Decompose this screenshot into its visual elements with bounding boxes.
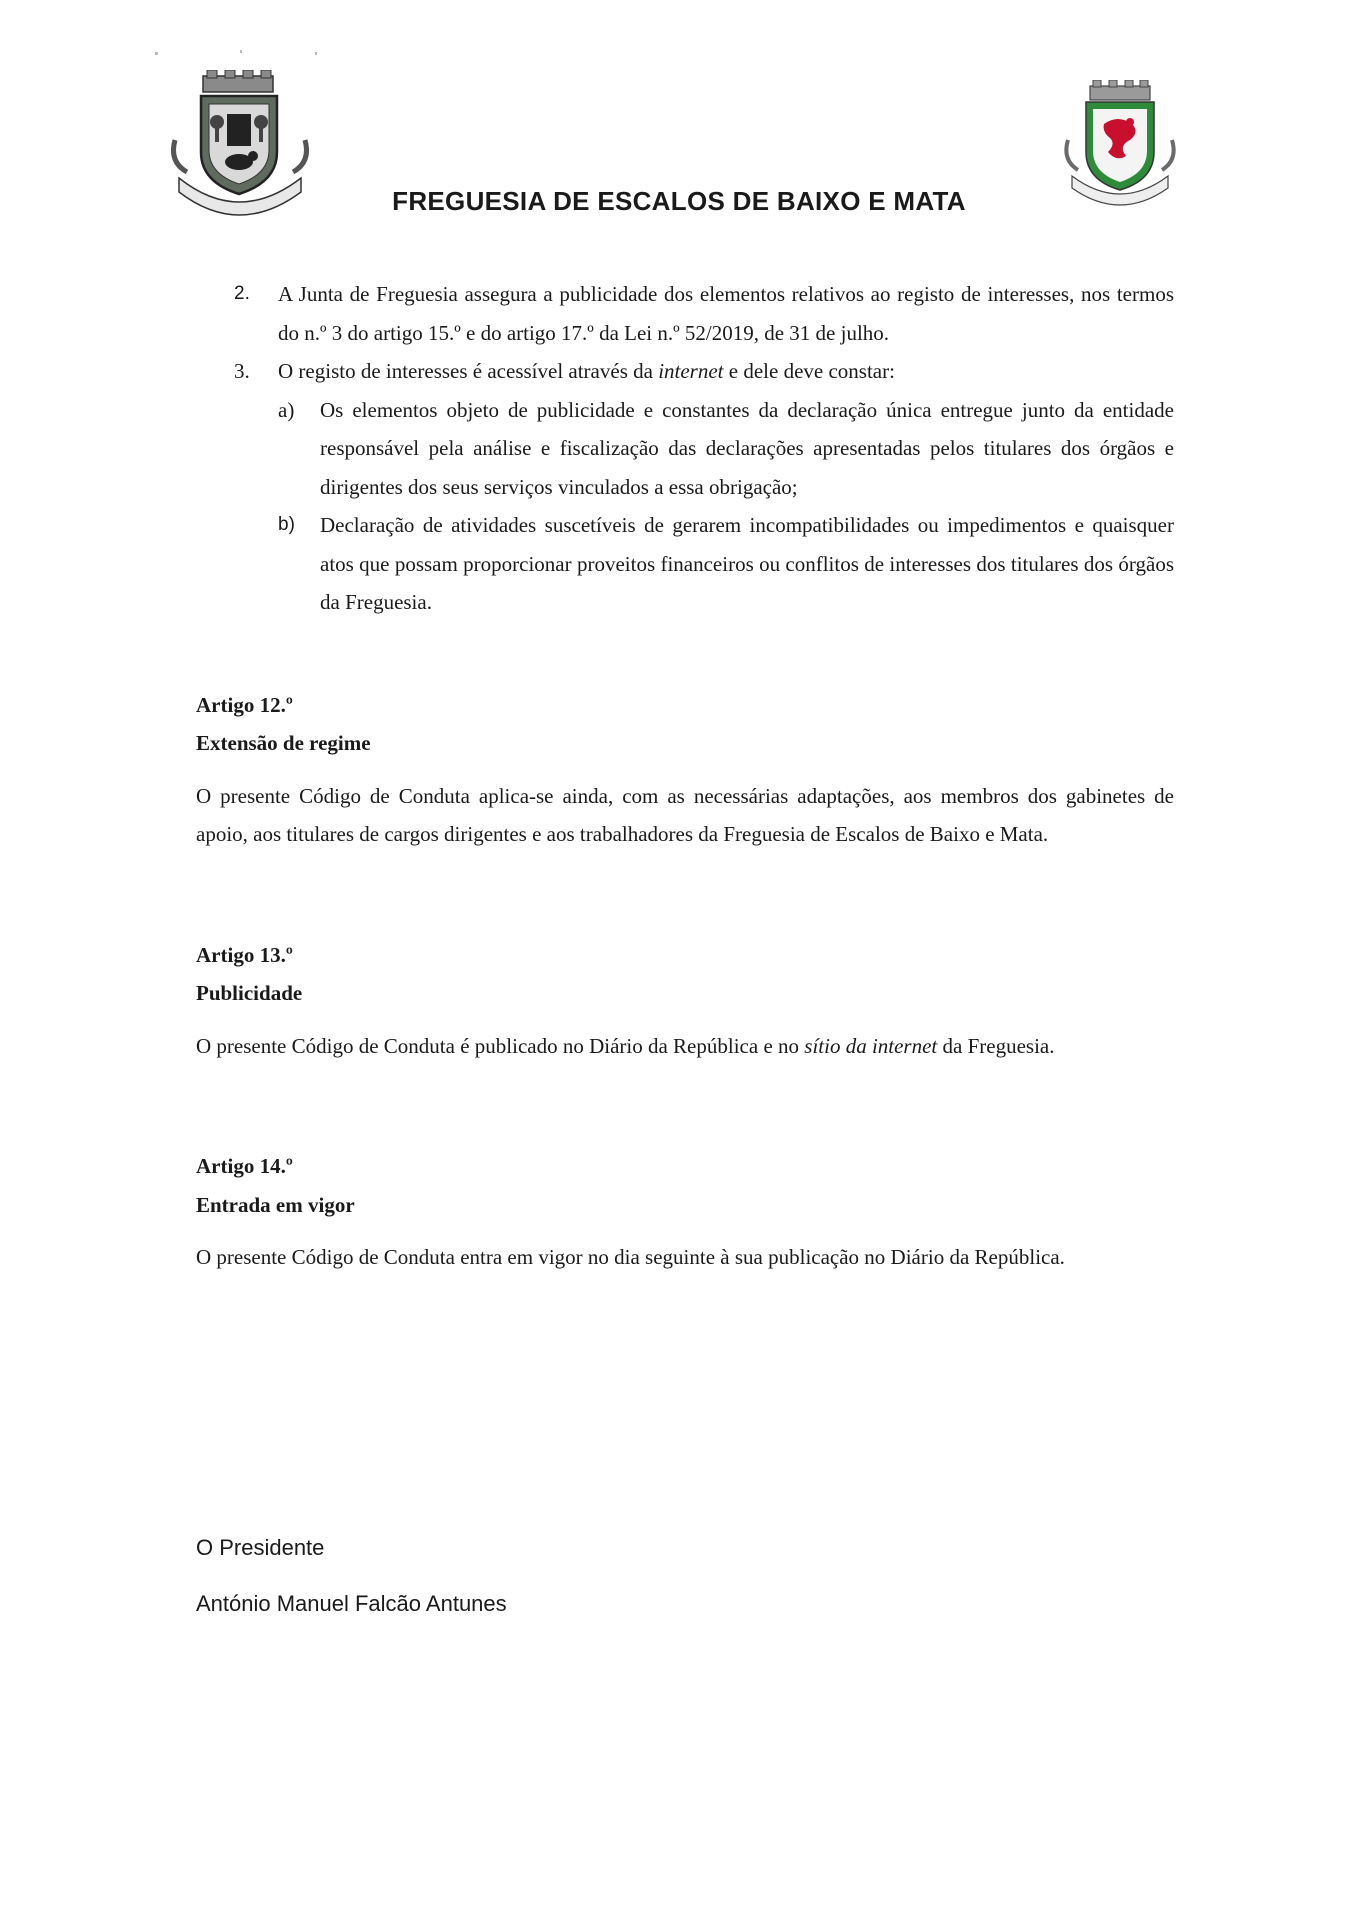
article-13-title: Publicidade — [196, 981, 303, 1005]
sub-marker: b) — [278, 514, 295, 535]
sub-item-b — [196, 506, 1174, 622]
article-13-text-start: O presente Código de Conduta é publicado no Diário da República e no — [196, 1033, 805, 1058]
scan-speck — [315, 52, 317, 55]
list-item-2 — [196, 275, 1174, 352]
sub-item-a — [196, 391, 1174, 507]
italic-term: internet — [658, 359, 724, 383]
sub-item-text: Declaração de atividades suscetíveis de gerarem incompatibilidades ou impedimentos e quaisquer atos que possam proporcionar proveitos financeiros ou conflitos de interesses dos titulares dos órgãos da Freguesia. — [320, 513, 1174, 614]
article-14-text: O presente Código de Conduta entra em vigor no dia seguinte à sua publicação no Diário da República. — [196, 1245, 1065, 1269]
document-body — [196, 275, 1174, 1277]
article-13-text-end: da Freguesia. — [937, 1033, 1055, 1058]
article-13-text — [196, 1027, 1174, 1066]
list-item-3 — [196, 352, 1174, 391]
scan-speck — [155, 52, 158, 55]
article-12-number: Artigo 12.º — [196, 692, 293, 717]
list-item-text: O registo de interesses é acessível através da — [278, 359, 659, 383]
list-marker: 3. — [234, 359, 250, 383]
list-item-text: A Junta de Freguesia assegura a publicidade dos elementos relativos ao registo de interesses, nos termos do n.º 3 do artigo 15.º e do artigo 17.º da Lei n.º 52/2019, de 31 de julho. — [278, 282, 1174, 345]
article-12-title: Extensão de regime — [196, 731, 371, 755]
article-14-title: Entrada em vigor — [196, 1192, 355, 1217]
article-14-number: Artigo 14.º — [196, 1154, 293, 1178]
list-marker: 2. — [234, 283, 250, 304]
scan-speck — [240, 50, 242, 53]
document-header — [0, 0, 1358, 240]
sub-marker: a) — [278, 397, 295, 422]
signature-name: António Manuel Falcão Antunes — [196, 1591, 507, 1616]
article-12-text: O presente Código de Conduta aplica-se ainda, com as necessárias adaptações, aos membros dos gabinetes de apoio, aos titulares de cargos dirigentes e aos trabalhadores da Freguesia de Escalos de Baixo e Mata. — [196, 783, 1174, 846]
list-item-text-end: e dele deve constar: — [723, 359, 895, 383]
document-title: FREGUESIA DE ESCALOS DE BAIXO E MATA — [392, 186, 966, 216]
signature-role: O Presidente — [196, 1535, 325, 1560]
italic-term: sítio da internet — [804, 1033, 938, 1058]
sub-item-text: Os elementos objeto de publicidade e constantes da declaração única entregue junto da entidade responsável pela análise e fiscalização das declarações apresentadas pelos titulares dos órgãos e dirigentes dos seus serviços vinculados a essa obrigação; — [320, 397, 1174, 499]
article-13-number: Artigo 13.º — [196, 942, 293, 967]
